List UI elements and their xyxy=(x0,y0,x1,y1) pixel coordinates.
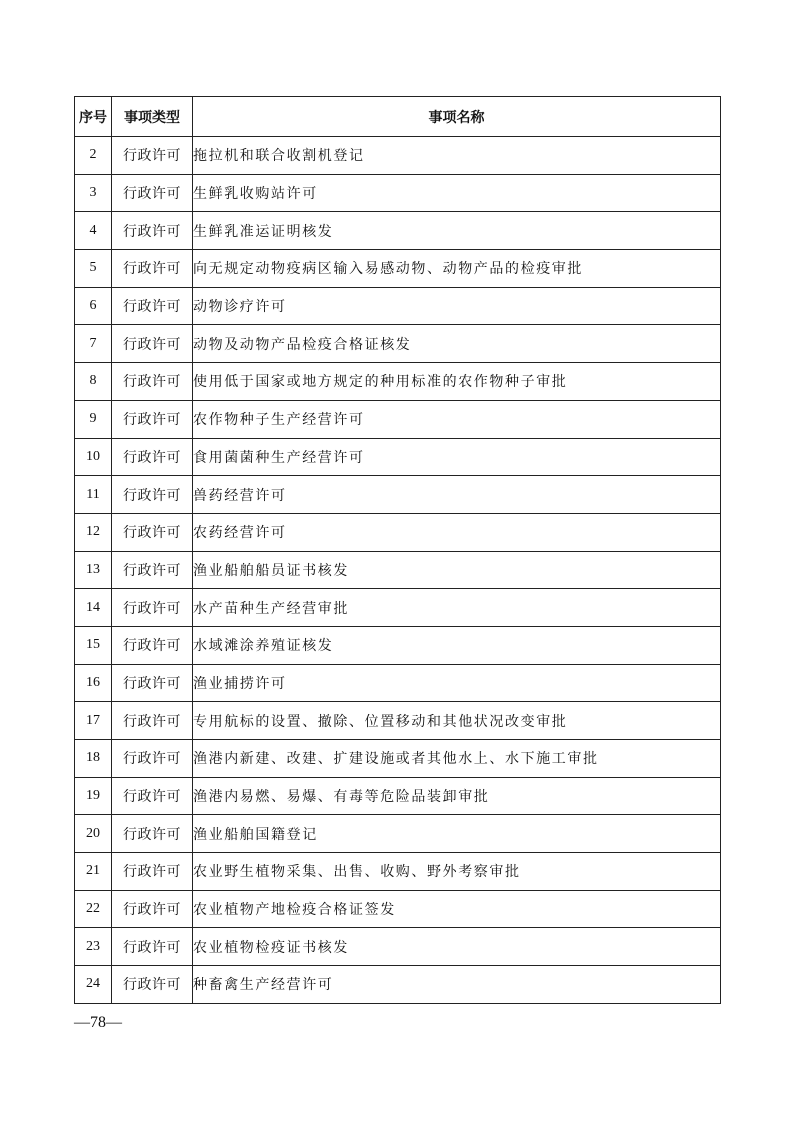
table-row xyxy=(75,400,721,438)
row-number: 9 xyxy=(75,400,112,438)
items-table xyxy=(74,96,721,1004)
row-name: 生鲜乳收购站许可 xyxy=(193,174,721,212)
row-name: 农药经营许可 xyxy=(193,513,721,551)
row-type: 行政许可 xyxy=(112,325,193,363)
table-row xyxy=(75,589,721,627)
row-name: 种畜禽生产经营许可 xyxy=(193,966,721,1004)
table-row xyxy=(75,853,721,891)
row-type: 行政许可 xyxy=(112,815,193,853)
row-type: 行政许可 xyxy=(112,250,193,288)
row-name: 渔业船舶船员证书核发 xyxy=(193,551,721,589)
table-row xyxy=(75,740,721,778)
row-number: 19 xyxy=(75,777,112,815)
row-type: 行政许可 xyxy=(112,438,193,476)
row-type: 行政许可 xyxy=(112,551,193,589)
page-number: —78— xyxy=(74,1014,122,1031)
header-name: 事项名称 xyxy=(193,97,721,137)
row-name: 渔业捕捞许可 xyxy=(193,664,721,702)
table-row xyxy=(75,476,721,514)
row-type: 行政许可 xyxy=(112,287,193,325)
table-row xyxy=(75,702,721,740)
row-name: 兽药经营许可 xyxy=(193,476,721,514)
row-name: 农业野生植物采集、出售、收购、野外考察审批 xyxy=(193,853,721,891)
row-type: 行政许可 xyxy=(112,400,193,438)
table-row xyxy=(75,250,721,288)
row-number: 10 xyxy=(75,438,112,476)
table-row xyxy=(75,890,721,928)
row-type: 行政许可 xyxy=(112,664,193,702)
row-number: 3 xyxy=(75,174,112,212)
row-type: 行政许可 xyxy=(112,626,193,664)
table-row xyxy=(75,664,721,702)
row-name: 向无规定动物疫病区输入易感动物、动物产品的检疫审批 xyxy=(193,250,721,288)
header-no: 序号 xyxy=(75,97,112,137)
row-type: 行政许可 xyxy=(112,137,193,175)
row-type: 行政许可 xyxy=(112,890,193,928)
table-row xyxy=(75,287,721,325)
row-number: 11 xyxy=(75,476,112,514)
row-number: 12 xyxy=(75,513,112,551)
row-name: 食用菌菌种生产经营许可 xyxy=(193,438,721,476)
table-row xyxy=(75,438,721,476)
row-number: 16 xyxy=(75,664,112,702)
table-row xyxy=(75,928,721,966)
row-number: 23 xyxy=(75,928,112,966)
row-name: 动物诊疗许可 xyxy=(193,287,721,325)
table-row xyxy=(75,137,721,175)
row-number: 17 xyxy=(75,702,112,740)
row-type: 行政许可 xyxy=(112,363,193,401)
row-type: 行政许可 xyxy=(112,513,193,551)
row-name: 生鲜乳准运证明核发 xyxy=(193,212,721,250)
row-type: 行政许可 xyxy=(112,740,193,778)
row-name: 农业植物产地检疫合格证签发 xyxy=(193,890,721,928)
row-name: 农作物种子生产经营许可 xyxy=(193,400,721,438)
row-number: 6 xyxy=(75,287,112,325)
table-row xyxy=(75,626,721,664)
table-row xyxy=(75,777,721,815)
table-row xyxy=(75,513,721,551)
table-row xyxy=(75,815,721,853)
header-type: 事项类型 xyxy=(112,97,193,137)
row-name: 渔港内新建、改建、扩建设施或者其他水上、水下施工审批 xyxy=(193,740,721,778)
row-type: 行政许可 xyxy=(112,589,193,627)
row-name: 水产苗种生产经营审批 xyxy=(193,589,721,627)
row-name: 渔业船舶国籍登记 xyxy=(193,815,721,853)
row-number: 24 xyxy=(75,966,112,1004)
table-row xyxy=(75,363,721,401)
row-number: 22 xyxy=(75,890,112,928)
row-number: 15 xyxy=(75,626,112,664)
row-number: 7 xyxy=(75,325,112,363)
row-number: 14 xyxy=(75,589,112,627)
table-row xyxy=(75,212,721,250)
table-row xyxy=(75,966,721,1004)
table-row xyxy=(75,174,721,212)
row-number: 8 xyxy=(75,363,112,401)
row-name: 动物及动物产品检疫合格证核发 xyxy=(193,325,721,363)
row-type: 行政许可 xyxy=(112,476,193,514)
row-name: 水域滩涂养殖证核发 xyxy=(193,626,721,664)
row-type: 行政许可 xyxy=(112,174,193,212)
row-name: 渔港内易燃、易爆、有毒等危险品装卸审批 xyxy=(193,777,721,815)
row-number: 18 xyxy=(75,740,112,778)
row-number: 13 xyxy=(75,551,112,589)
row-name: 农业植物检疫证书核发 xyxy=(193,928,721,966)
row-type: 行政许可 xyxy=(112,702,193,740)
row-number: 21 xyxy=(75,853,112,891)
row-number: 4 xyxy=(75,212,112,250)
row-type: 行政许可 xyxy=(112,853,193,891)
row-name: 使用低于国家或地方规定的种用标准的农作物种子审批 xyxy=(193,363,721,401)
table-header-row xyxy=(75,97,721,137)
row-name: 拖拉机和联合收割机登记 xyxy=(193,137,721,175)
table-row xyxy=(75,551,721,589)
row-type: 行政许可 xyxy=(112,966,193,1004)
row-number: 20 xyxy=(75,815,112,853)
row-type: 行政许可 xyxy=(112,212,193,250)
table-row xyxy=(75,325,721,363)
row-type: 行政许可 xyxy=(112,928,193,966)
row-number: 2 xyxy=(75,137,112,175)
row-name: 专用航标的设置、撤除、位置移动和其他状况改变审批 xyxy=(193,702,721,740)
row-type: 行政许可 xyxy=(112,777,193,815)
row-number: 5 xyxy=(75,250,112,288)
